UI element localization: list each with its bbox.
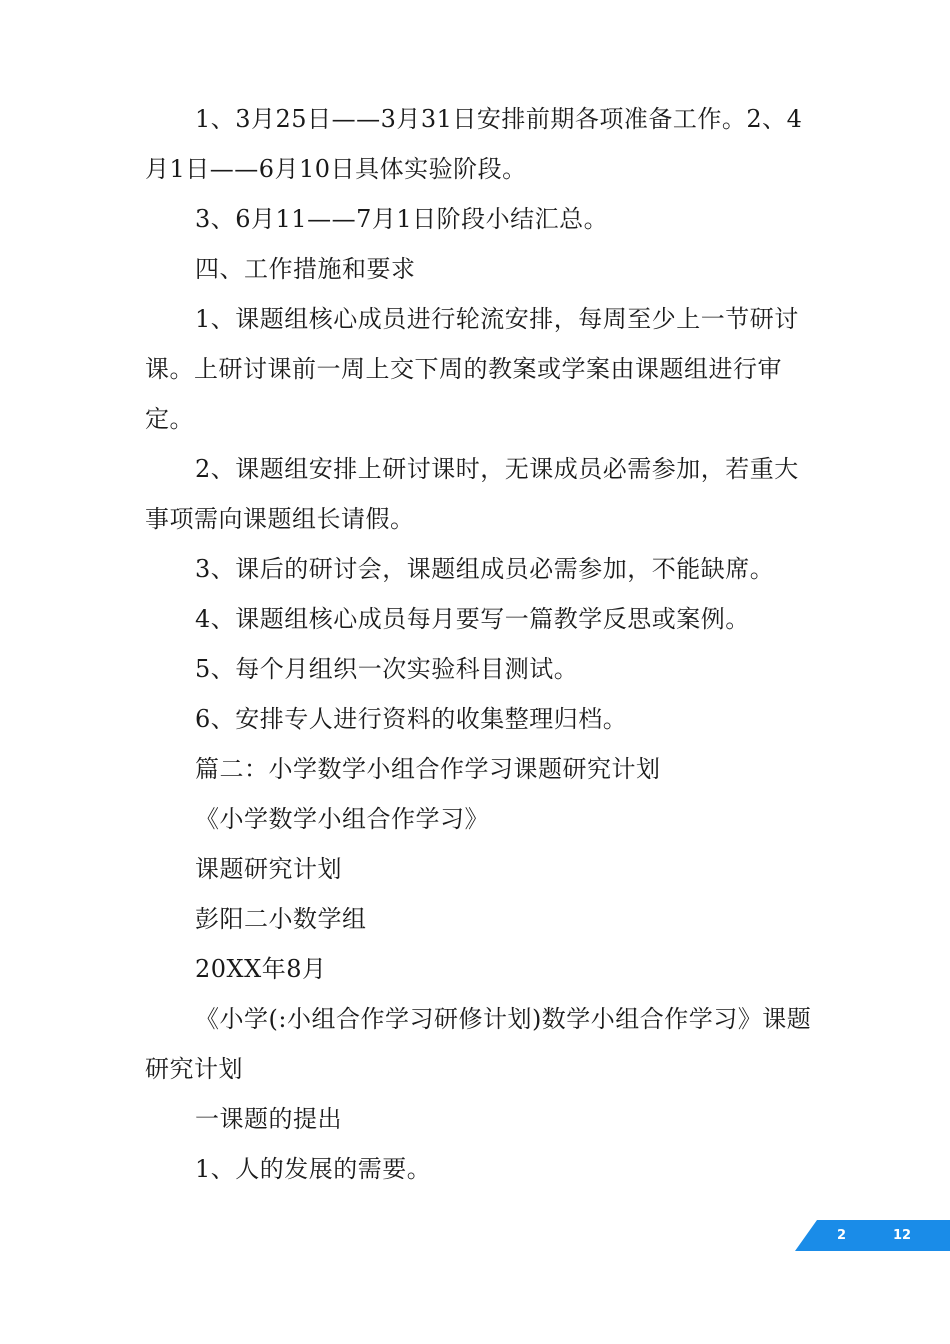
paragraph-full-title: 《小学(:小组合作学习研修计划)数学小组合作学习》课题研究计划 <box>145 1005 812 1083</box>
paragraph-measure-6: 6、安排专人进行资料的收集整理归档。 <box>195 705 628 733</box>
paragraph-date: 20XX年8月 <box>195 955 327 983</box>
page-number-banner <box>795 1220 950 1251</box>
section-heading-measures: 四、工作措施和要求 <box>195 255 416 283</box>
paragraph-measure-4: 4、课题组核心成员每月要写一篇教学反思或案例。 <box>195 605 750 633</box>
paragraph-schedule-2: 3、6月11——7月1日阶段小结汇总。 <box>195 205 609 233</box>
paragraph-measure-2: 2、课题组安排上研讨课时，无课成员必需参加，若重大事项需向课题组长请假。 <box>145 455 799 533</box>
document-body <box>145 94 815 1194</box>
paragraph-measure-3: 3、课后的研讨会，课题组成员必需参加，不能缺席。 <box>195 555 775 583</box>
paragraph-proposal-1: 1、人的发展的需要。 <box>195 1155 432 1183</box>
paragraph-author-group: 彭阳二小数学组 <box>195 905 367 933</box>
paragraph-measure-1: 1、课题组核心成员进行轮流安排，每周至少上一节研讨课。上研讨课前一周上交下周的教案或学案由课题组进行审定。 <box>145 305 799 433</box>
paragraph-plan-title: 课题研究计划 <box>195 855 342 883</box>
total-page-count: 12 <box>893 1228 912 1243</box>
section-heading-proposal: 一课题的提出 <box>195 1105 342 1133</box>
current-page-number: 2 <box>837 1228 847 1243</box>
paragraph-book-title: 《小学数学小组合作学习》 <box>195 805 489 833</box>
section-heading-part-two: 篇二：小学数学小组合作学习课题研究计划 <box>195 755 661 783</box>
paragraph-measure-5: 5、每个月组织一次实验科目测试。 <box>195 655 579 683</box>
paragraph-schedule-1: 1、3月25日——3月31日安排前期各项准备工作。2、4月1日——6月10日具体实验阶段。 <box>145 105 803 183</box>
